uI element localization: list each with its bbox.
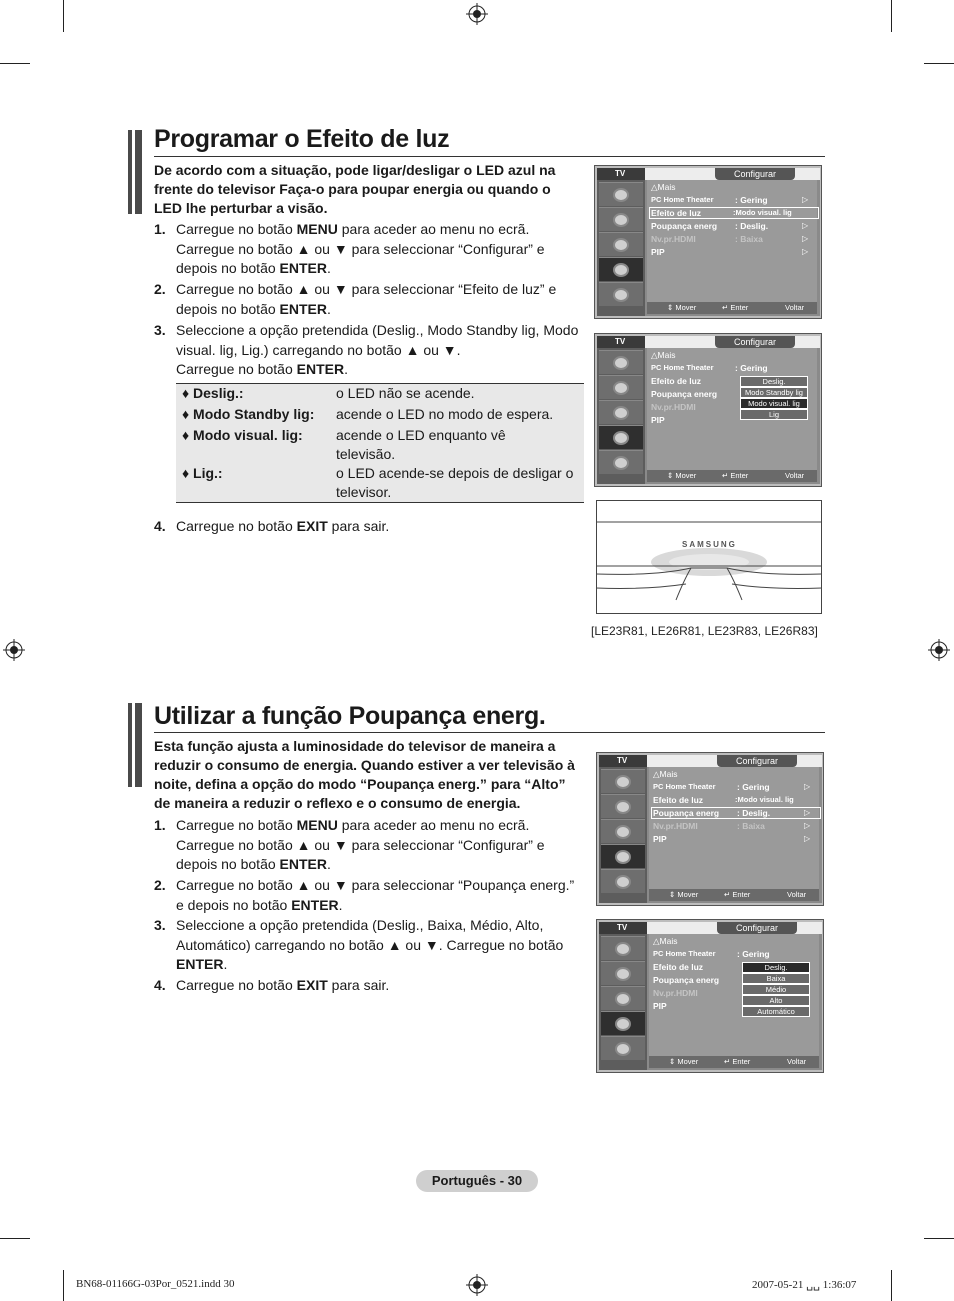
osd-menu-icon xyxy=(599,375,643,399)
osd-screenshot xyxy=(594,333,822,487)
step-text: visual. lig, Lig.) carregando no botão ▲ ou ▼. xyxy=(176,341,461,358)
osd-header xyxy=(645,336,820,348)
step-text: Carregue no botão ▲ ou ▼ para seleccionar “Efeito de luz” e xyxy=(176,281,557,297)
osd-footer xyxy=(649,889,819,901)
osd-menu-icon xyxy=(601,769,645,793)
osd-icon-shape xyxy=(615,850,631,864)
imprint-date: 2007-05-21 ␣␣ 1:36:07 xyxy=(752,1279,857,1291)
osd-foot-move: ⇕ Mover xyxy=(667,303,697,312)
section-title: Utilizar a função Poupança energ. xyxy=(154,702,546,730)
osd-more: △Mais xyxy=(653,769,678,779)
osd-row: Efeito de luz xyxy=(653,962,704,972)
osd-footer xyxy=(647,470,817,482)
osd-dropdown-option: Modo visual. lig xyxy=(740,398,808,409)
model-note: [LE23R81, LE26R81, LE23R83, LE26R83] xyxy=(591,624,818,638)
samsung-logo: SAMSUNG xyxy=(682,540,737,549)
step-text: Seleccione a opção pretendida (Deslig., Modo Standby lig, Modo xyxy=(176,322,579,338)
osd-arrow-icon: ▷ xyxy=(802,234,809,243)
osd-menu-icon xyxy=(601,844,645,868)
osd-header xyxy=(645,168,820,180)
option-key: ♦ Lig.: xyxy=(182,465,223,481)
osd-dropdown-option: Automático xyxy=(742,1006,810,1017)
osd-screenshot xyxy=(596,752,824,906)
osd-header-title: Configurar xyxy=(717,755,797,767)
osd-value: : Gering xyxy=(735,363,768,373)
step-text: Carregue no botão ENTER. xyxy=(176,361,348,377)
step-number: 2. xyxy=(154,281,166,297)
osd-header-title: Configurar xyxy=(715,168,795,180)
osd-menu-icon xyxy=(601,961,645,985)
osd-menu-icon xyxy=(601,869,645,893)
osd-body xyxy=(647,348,817,472)
osd-menu-icon xyxy=(599,400,643,424)
osd-foot-enter: ↵ Enter xyxy=(724,890,751,899)
osd-dropdown-option: Médio xyxy=(742,984,810,995)
osd-menu-icon xyxy=(599,450,643,474)
osd-tv-label: TV xyxy=(597,168,645,180)
osd-arrow-icon: ▷ xyxy=(804,808,811,817)
osd-menu-icon xyxy=(601,936,645,960)
tv-led-illustration xyxy=(596,500,822,614)
osd-tv-label: TV xyxy=(597,336,645,348)
osd-icon-shape xyxy=(615,875,631,889)
osd-row: Nv.pr.HDMI xyxy=(653,821,698,831)
osd-menu-icon xyxy=(601,1036,645,1060)
option-key: ♦ Modo visual. lig: xyxy=(182,427,303,443)
osd-foot-enter: ↵ Enter xyxy=(722,303,749,312)
step-text: depois no botão ENTER. xyxy=(176,260,331,276)
osd-value: : Baixa xyxy=(737,821,765,831)
option-value: acende o LED no modo de espera. xyxy=(336,406,554,422)
osd-menu-icon xyxy=(601,1011,645,1035)
osd-row: PC Home Theater xyxy=(651,363,714,372)
crop-mark xyxy=(891,1270,892,1301)
osd-icon-shape xyxy=(613,188,629,202)
step-number: 4. xyxy=(154,518,166,534)
crop-mark xyxy=(0,1238,30,1239)
osd-header xyxy=(647,922,822,934)
osd-row: Efeito de luz xyxy=(653,795,704,805)
step-number: 1. xyxy=(154,817,166,833)
osd-dropdown-option: Lig xyxy=(740,409,808,420)
section-title: Programar o Efeito de luz xyxy=(154,125,450,153)
step-number: 4. xyxy=(154,977,166,993)
osd-arrow-icon: ▷ xyxy=(804,821,811,830)
osd-row: Efeito de luz xyxy=(651,208,702,218)
osd-more: △Mais xyxy=(651,350,676,360)
osd-icon-shape xyxy=(613,406,629,420)
osd-value: : Gering xyxy=(735,195,768,205)
osd-foot-back: Voltar xyxy=(787,890,807,899)
osd-dropdown-option: Baixa xyxy=(742,973,810,984)
osd-screenshot xyxy=(594,165,822,319)
osd-foot-move: ⇕ Mover xyxy=(669,1057,699,1066)
osd-foot-back: Voltar xyxy=(785,471,805,480)
step-text: ENTER. xyxy=(176,956,228,972)
registration-mark-icon xyxy=(928,639,950,661)
osd-foot-back: Voltar xyxy=(785,303,805,312)
osd-icon-shape xyxy=(613,213,629,227)
osd-foot-move: ⇕ Mover xyxy=(669,890,699,899)
osd-arrow-icon: ▷ xyxy=(804,782,811,791)
crop-mark xyxy=(924,63,954,64)
osd-menu-icon xyxy=(599,207,643,231)
step-text: Seleccione a opção pretendida (Deslig., Baixa, Médio, Alto, xyxy=(176,917,544,933)
osd-tv-label: TV xyxy=(599,755,647,767)
osd-arrow-icon: ▷ xyxy=(802,195,809,204)
step-text: e depois no botão ENTER. xyxy=(176,896,343,913)
imprint-file: BN68-01166G-03Por_0521.indd 30 xyxy=(76,1278,235,1290)
osd-icon-shape xyxy=(615,942,631,956)
crop-mark xyxy=(63,1270,64,1301)
osd-foot-enter: ↵ Enter xyxy=(722,471,749,480)
step-number: 3. xyxy=(154,917,166,933)
osd-header-title: Configurar xyxy=(715,336,795,348)
osd-row: PC Home Theater xyxy=(651,195,714,204)
osd-value: :Modo visual. lig xyxy=(733,208,792,217)
step-text: Carregue no botão ▲ ou ▼ para seleccionar “Configurar” e xyxy=(176,240,545,257)
osd-header-title: Configurar xyxy=(717,922,797,934)
step-text: Carregue no botão MENU para aceder ao menu no ecrã. xyxy=(176,817,530,833)
option-value: o LED não se acende. xyxy=(336,385,475,401)
osd-icon-shape xyxy=(613,381,629,395)
osd-arrow-icon: ▷ xyxy=(802,247,809,256)
osd-foot-move: ⇕ Mover xyxy=(667,471,697,480)
osd-icon-shape xyxy=(613,288,629,302)
crop-mark xyxy=(924,1238,954,1239)
osd-menu-icon xyxy=(601,819,645,843)
osd-dropdown-option: Deslig. xyxy=(740,376,808,387)
osd-row: Poupança energ xyxy=(651,389,718,399)
osd-menu-icon xyxy=(599,350,643,374)
section-intro: De acordo com a situação, pode ligar/desligar o LED azul na frente do televisor Faça-o para poupar energia ou quando o LED lhe perturbar a visão. xyxy=(154,162,556,216)
osd-row: PIP xyxy=(653,834,667,844)
osd-footer xyxy=(649,1056,819,1068)
osd-body xyxy=(649,934,819,1058)
osd-footer xyxy=(647,302,817,314)
osd-arrow-icon: ▷ xyxy=(802,221,809,230)
osd-row: Nv.pr.HDMI xyxy=(651,402,696,412)
osd-icon-shape xyxy=(615,992,631,1006)
osd-dropdown-option: Deslig. xyxy=(742,962,810,973)
step-text: Carregue no botão ▲ ou ▼ para seleccionar “Configurar” e xyxy=(176,836,545,853)
osd-value: : Deslig. xyxy=(737,808,771,818)
step-number: 2. xyxy=(154,877,166,893)
step-text: Carregue no botão EXIT para sair. xyxy=(176,977,390,993)
osd-dropdown-option: Modo Standby lig xyxy=(740,387,808,398)
osd-row: Nv.pr.HDMI xyxy=(653,988,698,998)
osd-more: △Mais xyxy=(651,182,676,192)
osd-row: Efeito de luz xyxy=(651,376,702,386)
osd-value: : Gering xyxy=(737,949,770,959)
osd-row: Poupança energ xyxy=(653,808,720,818)
osd-row: Nv.pr.HDMI xyxy=(651,234,696,244)
osd-icon-shape xyxy=(613,263,629,277)
osd-icon-shape xyxy=(615,775,631,789)
section-rule xyxy=(154,732,825,733)
osd-menu-icon xyxy=(599,282,643,306)
osd-row: PIP xyxy=(651,247,665,257)
registration-mark-icon xyxy=(466,1274,488,1296)
osd-body xyxy=(647,180,817,304)
osd-dropdown-option: Alto xyxy=(742,995,810,1006)
registration-mark-icon xyxy=(466,3,488,25)
osd-row: PIP xyxy=(653,1001,667,1011)
osd-value: : Deslig. xyxy=(735,221,769,231)
step-text: Carregue no botão MENU para aceder ao menu no ecrã. xyxy=(176,221,530,237)
osd-icon-shape xyxy=(615,825,631,839)
osd-icon-shape xyxy=(615,1042,631,1056)
step-text: Carregue no botão EXIT para sair. xyxy=(176,518,390,534)
osd-row: PIP xyxy=(651,415,665,425)
section-bar xyxy=(128,703,142,787)
osd-menu-icon xyxy=(599,182,643,206)
osd-row: PC Home Theater xyxy=(653,949,716,958)
osd-icon-shape xyxy=(615,1017,631,1031)
osd-icon-shape xyxy=(613,356,629,370)
osd-screenshot xyxy=(596,919,824,1073)
step-text: Automático) carregando no botão ▲ ou ▼. Carregue no botão xyxy=(176,936,564,953)
crop-mark xyxy=(0,63,30,64)
osd-foot-enter: ↵ Enter xyxy=(724,1057,751,1066)
crop-mark xyxy=(891,0,892,32)
step-text: depois no botão ENTER. xyxy=(176,300,331,317)
section-rule xyxy=(154,156,825,157)
osd-menu-icon xyxy=(601,794,645,818)
osd-icon-shape xyxy=(615,800,631,814)
osd-value: : Baixa xyxy=(735,234,763,244)
osd-header xyxy=(647,755,822,767)
osd-arrow-icon: ▷ xyxy=(804,834,811,843)
option-value: acende o LED enquanto vê televisão. xyxy=(336,427,506,462)
option-key: ♦ Modo Standby lig: xyxy=(182,406,315,422)
osd-value: :Modo visual. lig xyxy=(735,795,794,804)
osd-menu-icon xyxy=(601,986,645,1010)
osd-tv-label: TV xyxy=(599,922,647,934)
osd-icon-shape xyxy=(613,456,629,470)
registration-mark-icon xyxy=(3,639,25,661)
step-text: Carregue no botão ▲ ou ▼ para seleccionar “Poupança energ.” xyxy=(176,877,575,893)
osd-icon-shape xyxy=(615,967,631,981)
step-number: 3. xyxy=(154,322,166,338)
osd-row: Poupança energ xyxy=(653,975,720,985)
osd-menu-icon xyxy=(599,257,643,281)
osd-icon-shape xyxy=(613,238,629,252)
osd-menu-icon xyxy=(599,232,643,256)
osd-more: △Mais xyxy=(653,936,678,946)
osd-icon-shape xyxy=(613,431,629,445)
step-number: 1. xyxy=(154,221,166,237)
options-table xyxy=(176,383,584,503)
option-key: ♦ Deslig.: xyxy=(182,385,244,401)
page-number: Português - 30 xyxy=(416,1170,538,1192)
section-bar xyxy=(128,130,142,214)
osd-highlight xyxy=(651,807,821,819)
osd-menu-icon xyxy=(599,425,643,449)
osd-value: : Gering xyxy=(737,782,770,792)
osd-row: Poupança energ xyxy=(651,221,718,231)
section-intro: Esta função ajusta a luminosidade do televisor de maneira a reduzir o consumo de energia. Quando estiver a ver televisão à noite, defina a opção do modo “Poupança energ.” para “Alto” de maneira a reduzir o reflexo e o consumo de energia. xyxy=(154,738,575,811)
step-text: depois no botão ENTER. xyxy=(176,856,331,872)
osd-body xyxy=(649,767,819,891)
osd-row: PC Home Theater xyxy=(653,782,716,791)
crop-mark xyxy=(63,0,64,32)
osd-foot-back: Voltar xyxy=(787,1057,807,1066)
option-value: o LED acende-se depois de desligar o televisor. xyxy=(336,465,574,500)
